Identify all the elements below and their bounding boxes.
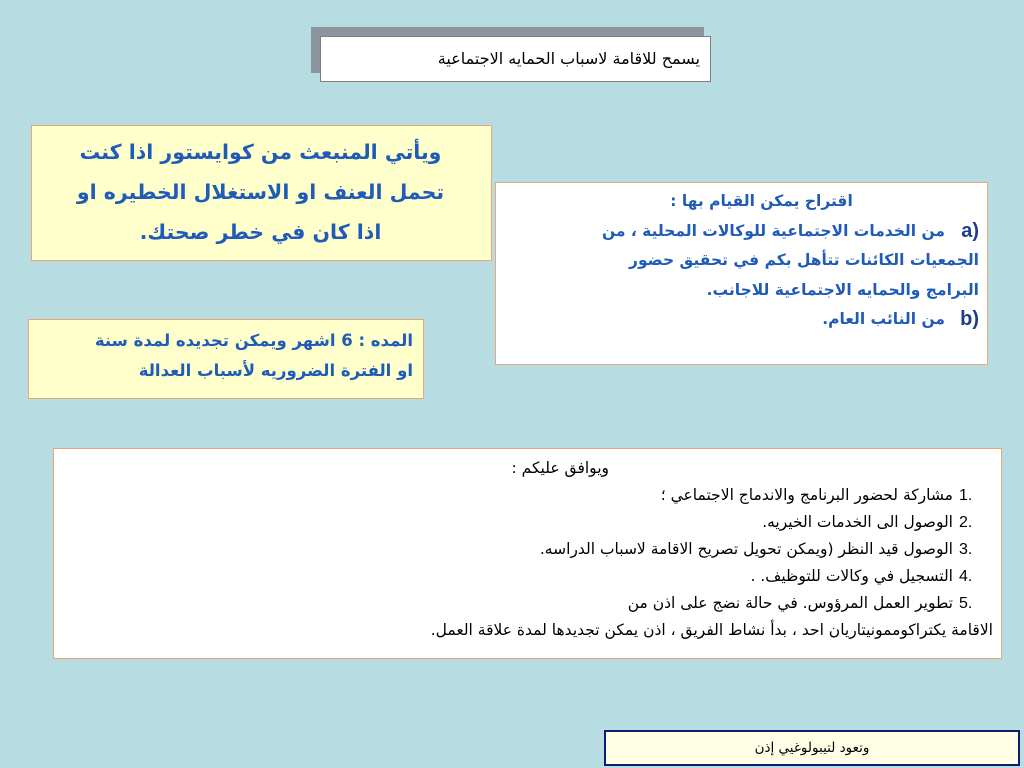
item-number: 2. bbox=[959, 514, 973, 531]
intro-line: اذا كان في خطر صحتك. bbox=[139, 220, 382, 244]
suggestion-line: من الخدمات الاجتماعية للوكالات المحلية ، من bbox=[601, 221, 945, 240]
footer-link-box[interactable]: وتعود لتيبولوغيي إذن bbox=[604, 730, 1020, 766]
terms-tail: الاقامة يكتراكوممونيتاريان احد ، بدأ نشاط الفريق ، اذن يمكن تجديدها لمدة علاقة العمل. bbox=[430, 621, 993, 639]
terms-box bbox=[53, 448, 1002, 659]
item-marker: a) bbox=[961, 219, 979, 242]
intro-box bbox=[31, 125, 492, 261]
terms-item bbox=[62, 536, 993, 563]
terms-item-text: الوصول قيد النظر (ويمكن تحويل تصريح الاقامة لاسباب الدراسه. bbox=[539, 540, 953, 558]
terms-item bbox=[62, 563, 993, 590]
item-number: 1. bbox=[959, 487, 973, 504]
item-number: 3. bbox=[959, 541, 973, 558]
suggestion-line: البرامج والحمايه الاجتماعية للاجانب. bbox=[706, 280, 979, 299]
intro-line: ويأتي المنبعث من كوايستور اذا كنت bbox=[79, 140, 442, 164]
item-marker: b) bbox=[960, 308, 979, 330]
terms-item-text: الوصول الى الخدمات الخيريه. bbox=[762, 513, 953, 531]
intro-line: تحمل العنف او الاستغلال الخطيره او bbox=[76, 180, 445, 204]
duration-line: او الفترة الضروريه لأسباب العدالة bbox=[138, 361, 413, 380]
suggestion-line: الجمعيات الكائنات تتأهل بكم في تحقيق حضور bbox=[629, 251, 979, 269]
terms-intro: ويوافق عليكم : bbox=[511, 459, 609, 477]
item-number: 5. bbox=[959, 595, 973, 612]
terms-item bbox=[62, 509, 993, 536]
item-number: 4. bbox=[959, 568, 973, 585]
terms-item bbox=[62, 482, 993, 509]
terms-item bbox=[62, 590, 993, 617]
duration-line: المده : 6 اشهر ويمكن تجديده لمدة سنة bbox=[94, 331, 413, 350]
slide-title: يسمح للاقامة لاسباب الحمايه الاجتماعية bbox=[320, 36, 711, 82]
suggestion-item-b bbox=[504, 305, 979, 335]
suggestion-heading: اقتراح يمكن القيام بها : bbox=[670, 192, 853, 210]
terms-item-text: تطوير العمل المرؤوس. في حالة نضج على اذن من bbox=[627, 594, 953, 612]
terms-item-text: التسجيل في وكالات للتوظيف. . bbox=[750, 567, 953, 585]
suggestion-box bbox=[495, 182, 988, 365]
duration-box bbox=[28, 319, 424, 399]
suggestion-line: من النائب العام. bbox=[822, 310, 945, 328]
terms-item-text: مشاركة لحضور البرنامج والاندماج الاجتماعي ؛ bbox=[660, 486, 953, 504]
suggestion-item-a bbox=[504, 217, 979, 247]
